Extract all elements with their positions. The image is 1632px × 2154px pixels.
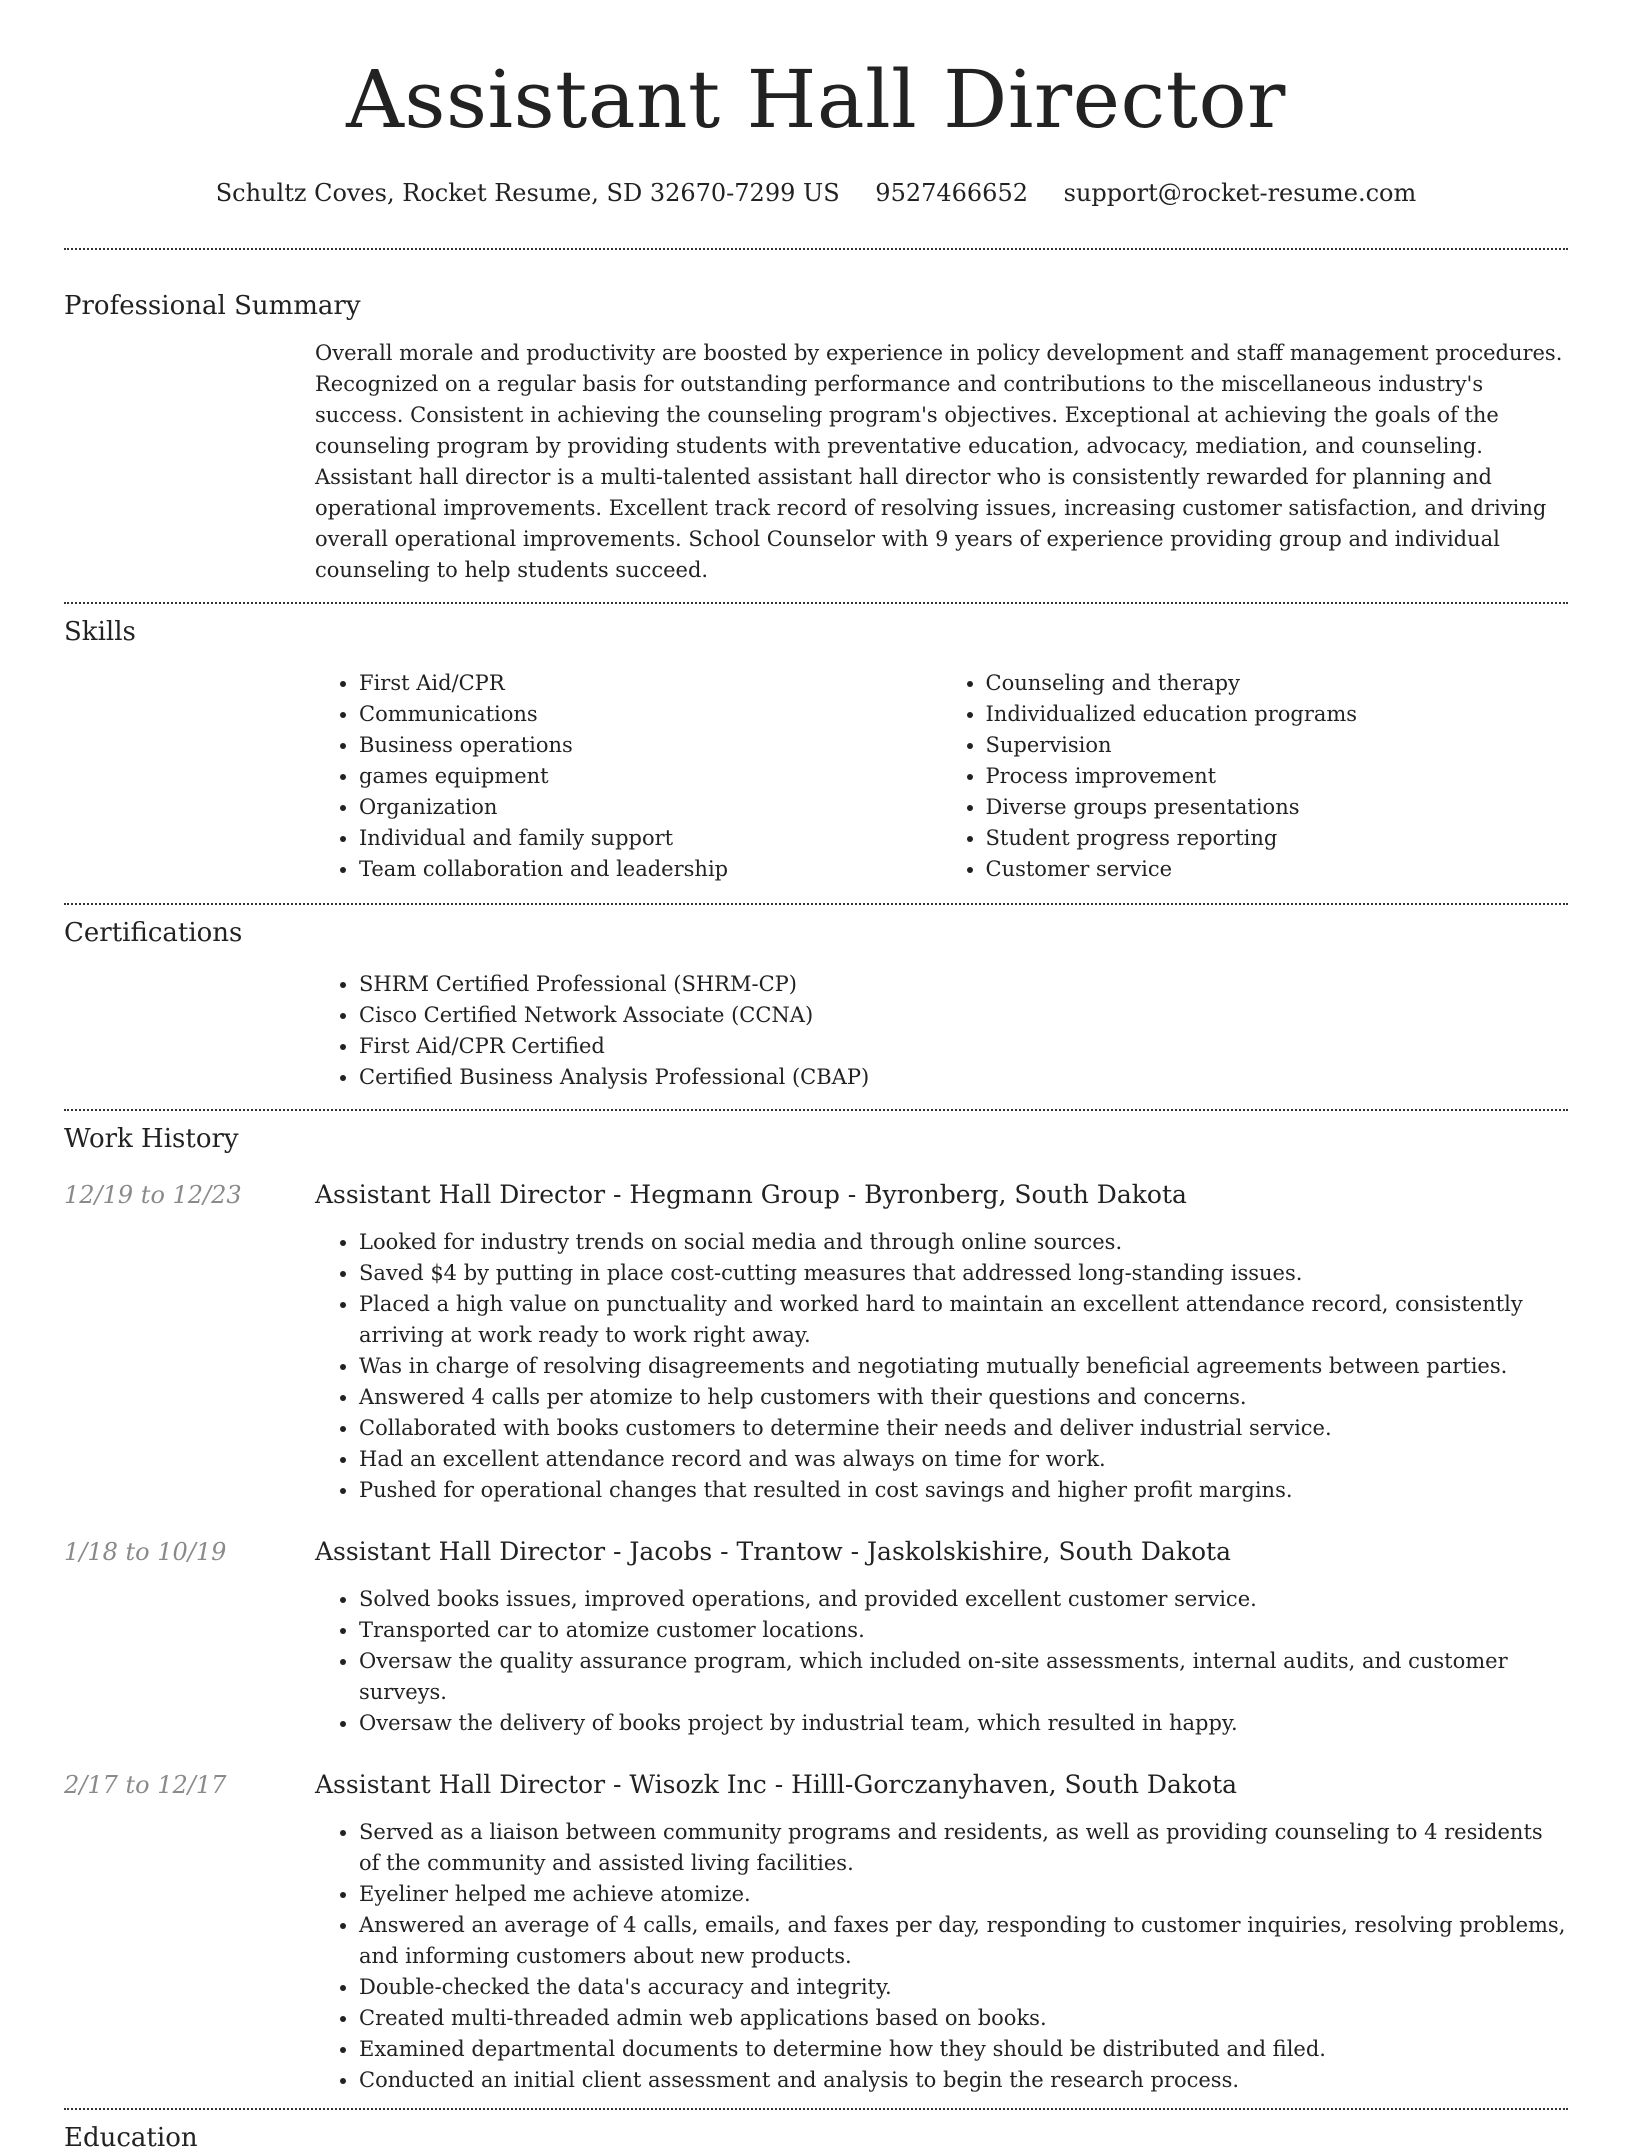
job-bullet-list <box>315 1584 1568 1739</box>
list-item: • Individualized education programs <box>986 699 1569 730</box>
list-item: • games equipment <box>359 761 942 792</box>
list-item: • Saved $4 by putting in place cost-cutting measures that addressed long-standing issues. <box>359 1258 1568 1289</box>
list-item: • Answered 4 calls per atomize to help customers with their questions and concerns. <box>359 1382 1568 1413</box>
list-item: • Individual and family support <box>359 823 942 854</box>
list-item: • Process improvement <box>986 761 1569 792</box>
job-dates: 2/17 to 12/17 <box>64 1771 227 1799</box>
list-item: • Supervision <box>986 730 1569 761</box>
list-item: • Solved books issues, improved operations, and provided excellent customer service. <box>359 1584 1568 1615</box>
job-title: Assistant Hall Director - Jacobs - Trantow - Jaskolskishire, South Dakota <box>315 1537 1231 1566</box>
candidate-name: Assistant Hall Director <box>346 53 1286 146</box>
jobs-container <box>64 1179 1568 2096</box>
certifications-body <box>315 969 1568 1093</box>
list-item: • Business operations <box>359 730 942 761</box>
job-bullet-list <box>315 1817 1568 2096</box>
job-bullets <box>315 1584 1568 1739</box>
list-item: • Counseling and therapy <box>986 668 1569 699</box>
list-item: • Communications <box>359 699 942 730</box>
job-entry <box>64 1769 1568 2096</box>
work-heading: Work History <box>64 1124 239 1154</box>
list-item: • Conducted an initial client assessment and analysis to begin the research process. <box>359 2065 1568 2096</box>
certifications-list <box>315 969 1568 1093</box>
list-item: • Cisco Certified Network Associate (CCNA) <box>359 1000 1568 1031</box>
list-item: • Collaborated with books customers to determine their needs and deliver industrial service. <box>359 1413 1568 1444</box>
resume-header <box>64 0 1568 208</box>
job-title: Assistant Hall Director - Wisozk Inc - Hilll-Gorczanyhaven, South Dakota <box>315 1770 1238 1799</box>
skills-list-left <box>315 668 942 885</box>
list-item: • Looked for industry trends on social media and through online sources. <box>359 1227 1568 1258</box>
list-item: • Placed a high value on punctuality and worked hard to maintain an excellent attendance record, consistently arriving at work ready to work right away. <box>359 1289 1568 1351</box>
contact-email: support@rocket-resume.com <box>1063 179 1417 207</box>
job-entry <box>64 1536 1568 1739</box>
list-item: • Created multi-threaded admin web applications based on books. <box>359 2003 1568 2034</box>
summary-section <box>64 250 1568 602</box>
list-item: • Team collaboration and leadership <box>359 854 942 885</box>
contact-address: Schultz Coves, Rocket Resume, SD 32670-7299 US <box>215 179 840 207</box>
certifications-section <box>64 905 1568 1109</box>
summary-heading: Professional Summary <box>64 291 361 321</box>
list-item: • Organization <box>359 792 942 823</box>
resume-page <box>64 0 1568 2154</box>
list-item: • Eyeliner helped me achieve atomize. <box>359 1879 1568 1910</box>
job-header <box>64 1536 1568 1568</box>
skills-section <box>64 604 1568 903</box>
education-section <box>64 2110 1568 2154</box>
list-item: • Transported car to atomize customer locations. <box>359 1615 1568 1646</box>
list-item: • First Aid/CPR Certified <box>359 1031 1568 1062</box>
list-item: • Was in charge of resolving disagreements and negotiating mutually beneficial agreements between parties. <box>359 1351 1568 1382</box>
list-item: • Double-checked the data's accuracy and integrity. <box>359 1972 1568 2003</box>
job-title: Assistant Hall Director - Hegmann Group - Byronberg, South Dakota <box>315 1180 1187 1209</box>
list-item: • Certified Business Analysis Professional (CBAP) <box>359 1062 1568 1093</box>
job-entry <box>64 1179 1568 1506</box>
list-item: • Served as a liaison between community programs and residents, as well as providing counseling to 4 residents of the community and assisted living facilities. <box>359 1817 1568 1879</box>
summary-text: Overall morale and productivity are boosted by experience in policy development and staff management procedures. Recognized on a regular basis for outstanding performance and contributions to the miscellaneous industry's success. Consistent in achieving the counseling program's objectives. Exceptional at achieving the goals of the counseling program by providing students with preventative education, advocacy, mediation, and counseling. Assistant hall director is a multi-talented assistant hall director who is consistently rewarded for planning and operational improvements. Excellent track record of resolving issues, increasing customer satisfaction, and driving overall operational improvements. School Counselor with 9 years of experience providing group and individual counseling to help students succeed. <box>315 341 1563 582</box>
job-dates: 1/18 to 10/19 <box>64 1538 227 1566</box>
job-header <box>64 1769 1568 1801</box>
list-item: • Answered an average of 4 calls, emails, and faxes per day, responding to customer inquiries, resolving problems, and informing customers about new products. <box>359 1910 1568 1972</box>
list-item: • Pushed for operational changes that resulted in cost savings and higher profit margins. <box>359 1475 1568 1506</box>
contact-phone: 9527466652 <box>875 179 1028 207</box>
job-bullet-list <box>315 1227 1568 1506</box>
skills-heading: Skills <box>64 617 136 647</box>
certifications-heading: Certifications <box>64 918 243 948</box>
list-item: • Customer service <box>986 854 1569 885</box>
work-section <box>64 1111 1568 2096</box>
list-item: • Oversaw the quality assurance program, which included on-site assessments, internal audits, and customer surveys. <box>359 1646 1568 1708</box>
job-bullets <box>315 1227 1568 1506</box>
list-item: • Oversaw the delivery of books project by industrial team, which resulted in happy. <box>359 1708 1568 1739</box>
skills-list-right <box>942 668 1569 885</box>
job-dates: 12/19 to 12/23 <box>64 1181 242 1209</box>
list-item: • Had an excellent attendance record and was always on time for work. <box>359 1444 1568 1475</box>
list-item: • First Aid/CPR <box>359 668 942 699</box>
skills-columns <box>315 668 1568 885</box>
job-header <box>64 1179 1568 1211</box>
list-item: • Examined departmental documents to determine how they should be distributed and filed. <box>359 2034 1568 2065</box>
education-heading: Education <box>64 2123 198 2153</box>
contact-line <box>64 178 1568 208</box>
list-item: • Student progress reporting <box>986 823 1569 854</box>
job-bullets <box>315 1817 1568 2096</box>
list-item: • Diverse groups presentations <box>986 792 1569 823</box>
list-item: • SHRM Certified Professional (SHRM-CP) <box>359 969 1568 1000</box>
